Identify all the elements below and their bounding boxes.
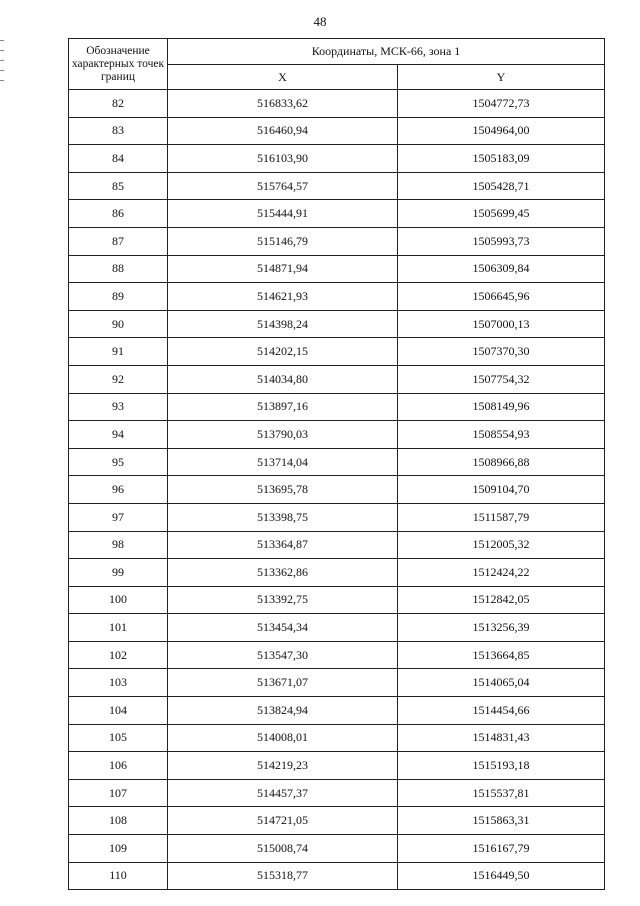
y-coordinate-cell: 1516167,79	[398, 835, 605, 863]
table-row	[69, 614, 605, 642]
table-row	[69, 807, 605, 835]
coordinates-system-header: Координаты, МСК-66, зона 1	[168, 39, 605, 65]
x-coordinate-cell: 513714,04	[168, 448, 398, 476]
y-column-header: Y	[398, 65, 605, 90]
point-cell: 94	[69, 421, 168, 449]
y-coordinate-cell: 1514454,66	[398, 697, 605, 725]
x-column-header: X	[168, 65, 398, 90]
point-cell: 85	[69, 172, 168, 200]
point-cell: 90	[69, 310, 168, 338]
point-cell: 93	[69, 393, 168, 421]
y-coordinate-cell: 1506645,96	[398, 283, 605, 311]
point-cell: 102	[69, 641, 168, 669]
x-coordinate-cell: 514871,94	[168, 255, 398, 283]
x-coordinate-cell: 514219,23	[168, 752, 398, 780]
point-cell: 89	[69, 283, 168, 311]
table-row	[69, 448, 605, 476]
y-coordinate-cell: 1506309,84	[398, 255, 605, 283]
y-coordinate-cell: 1515537,81	[398, 779, 605, 807]
x-coordinate-cell: 513897,16	[168, 393, 398, 421]
y-coordinate-cell: 1505699,45	[398, 200, 605, 228]
point-cell: 106	[69, 752, 168, 780]
table-row	[69, 90, 605, 118]
x-coordinate-cell: 515318,77	[168, 862, 398, 890]
point-column-header: Обозначение характерных точек границ	[69, 39, 168, 90]
table-row	[69, 338, 605, 366]
point-cell: 88	[69, 255, 168, 283]
table-body	[69, 90, 605, 890]
table-row	[69, 531, 605, 559]
y-coordinate-cell: 1509104,70	[398, 476, 605, 504]
table-row	[69, 117, 605, 145]
x-coordinate-cell: 514202,15	[168, 338, 398, 366]
coordinates-table	[68, 38, 605, 890]
x-coordinate-cell: 516460,94	[168, 117, 398, 145]
x-coordinate-cell: 513695,78	[168, 476, 398, 504]
table-row	[69, 172, 605, 200]
table-row	[69, 586, 605, 614]
x-coordinate-cell: 513362,86	[168, 559, 398, 587]
point-cell: 91	[69, 338, 168, 366]
x-coordinate-cell: 513364,87	[168, 531, 398, 559]
point-cell: 87	[69, 227, 168, 255]
x-coordinate-cell: 513824,94	[168, 697, 398, 725]
y-coordinate-cell: 1515193,18	[398, 752, 605, 780]
table-row	[69, 697, 605, 725]
table-row	[69, 283, 605, 311]
margin-tick	[0, 50, 4, 51]
y-coordinate-cell: 1508966,88	[398, 448, 605, 476]
y-coordinate-cell: 1514831,43	[398, 724, 605, 752]
y-coordinate-cell: 1512842,05	[398, 586, 605, 614]
x-coordinate-cell: 513671,07	[168, 669, 398, 697]
table-row	[69, 752, 605, 780]
margin-tick	[0, 40, 4, 41]
x-coordinate-cell: 514034,80	[168, 365, 398, 393]
table-row	[69, 559, 605, 587]
y-coordinate-cell: 1513256,39	[398, 614, 605, 642]
y-coordinate-cell: 1507370,30	[398, 338, 605, 366]
y-coordinate-cell: 1508554,93	[398, 421, 605, 449]
point-cell: 107	[69, 779, 168, 807]
point-cell: 104	[69, 697, 168, 725]
y-coordinate-cell: 1512424,22	[398, 559, 605, 587]
margin-binding-marks	[0, 40, 6, 100]
point-cell: 99	[69, 559, 168, 587]
y-coordinate-cell: 1505183,09	[398, 145, 605, 173]
margin-tick	[0, 80, 4, 81]
table-row	[69, 724, 605, 752]
y-coordinate-cell: 1516449,50	[398, 862, 605, 890]
x-coordinate-cell: 513547,30	[168, 641, 398, 669]
y-coordinate-cell: 1507754,32	[398, 365, 605, 393]
x-coordinate-cell: 515444,91	[168, 200, 398, 228]
table-row	[69, 393, 605, 421]
table-row	[69, 503, 605, 531]
y-coordinate-cell: 1504964,00	[398, 117, 605, 145]
table-row	[69, 227, 605, 255]
point-cell: 95	[69, 448, 168, 476]
x-coordinate-cell: 514621,93	[168, 283, 398, 311]
table-row	[69, 365, 605, 393]
y-coordinate-cell: 1514065,04	[398, 669, 605, 697]
table-row	[69, 669, 605, 697]
x-coordinate-cell: 514008,01	[168, 724, 398, 752]
table-row	[69, 779, 605, 807]
table-row	[69, 835, 605, 863]
point-cell: 97	[69, 503, 168, 531]
table-row	[69, 641, 605, 669]
y-coordinate-cell: 1504772,73	[398, 90, 605, 118]
table-row	[69, 476, 605, 504]
point-cell: 108	[69, 807, 168, 835]
margin-tick	[0, 60, 4, 61]
table-row	[69, 310, 605, 338]
point-cell: 98	[69, 531, 168, 559]
point-cell: 110	[69, 862, 168, 890]
point-cell: 86	[69, 200, 168, 228]
margin-tick	[0, 70, 4, 71]
table-row	[69, 421, 605, 449]
point-cell: 103	[69, 669, 168, 697]
x-coordinate-cell: 514398,24	[168, 310, 398, 338]
point-cell: 83	[69, 117, 168, 145]
x-coordinate-cell: 514721,05	[168, 807, 398, 835]
point-cell: 82	[69, 90, 168, 118]
point-cell: 105	[69, 724, 168, 752]
y-coordinate-cell: 1512005,32	[398, 531, 605, 559]
y-coordinate-cell: 1507000,13	[398, 310, 605, 338]
x-coordinate-cell: 515008,74	[168, 835, 398, 863]
y-coordinate-cell: 1508149,96	[398, 393, 605, 421]
x-coordinate-cell: 516833,62	[168, 90, 398, 118]
table-row	[69, 200, 605, 228]
table-row	[69, 255, 605, 283]
x-coordinate-cell: 514457,37	[168, 779, 398, 807]
table-row	[69, 145, 605, 173]
table-header	[69, 39, 605, 90]
table-row	[69, 862, 605, 890]
x-coordinate-cell: 516103,90	[168, 145, 398, 173]
point-cell: 96	[69, 476, 168, 504]
point-cell: 109	[69, 835, 168, 863]
x-coordinate-cell: 515764,57	[168, 172, 398, 200]
x-coordinate-cell: 513454,34	[168, 614, 398, 642]
x-coordinate-cell: 515146,79	[168, 227, 398, 255]
point-cell: 84	[69, 145, 168, 173]
y-coordinate-cell: 1515863,31	[398, 807, 605, 835]
point-cell: 101	[69, 614, 168, 642]
x-coordinate-cell: 513398,75	[168, 503, 398, 531]
y-coordinate-cell: 1513664,85	[398, 641, 605, 669]
y-coordinate-cell: 1511587,79	[398, 503, 605, 531]
point-cell: 100	[69, 586, 168, 614]
x-coordinate-cell: 513790,03	[168, 421, 398, 449]
y-coordinate-cell: 1505428,71	[398, 172, 605, 200]
y-coordinate-cell: 1505993,73	[398, 227, 605, 255]
page-number: 48	[313, 14, 327, 29]
x-coordinate-cell: 513392,75	[168, 586, 398, 614]
point-cell: 92	[69, 365, 168, 393]
